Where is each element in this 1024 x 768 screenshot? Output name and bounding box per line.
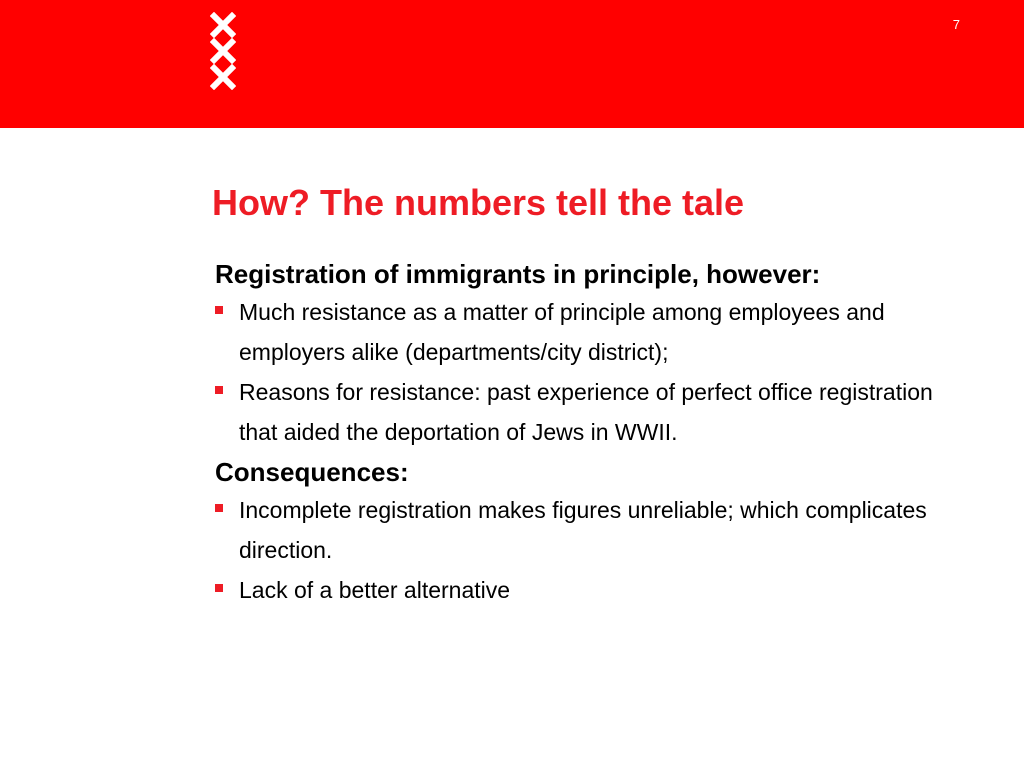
header-band <box>0 0 1024 128</box>
slide-title: How? The numbers tell the tale <box>212 182 745 223</box>
section-heading-consequences: Consequences: <box>215 457 409 487</box>
bullet-reasons: Reasons for resistance: past experience of perfect office registration that aided the deportation of Jews in WWII. <box>215 372 975 452</box>
bullet-lack-of-alternative: Lack of a better alternative <box>215 570 975 610</box>
slide-body <box>215 257 975 610</box>
bullet-resistance: Much resistance as a matter of principle among employees and employers alike (departments/city district); <box>215 292 975 372</box>
section-heading-registration: Registration of immigrants in principle, however: <box>215 259 821 289</box>
page-number: 7 <box>952 17 960 32</box>
three-andreas-crosses-icon <box>210 12 236 90</box>
bullet-incomplete-registration: Incomplete registration makes figures unreliable; which complicates direction. <box>215 490 975 570</box>
